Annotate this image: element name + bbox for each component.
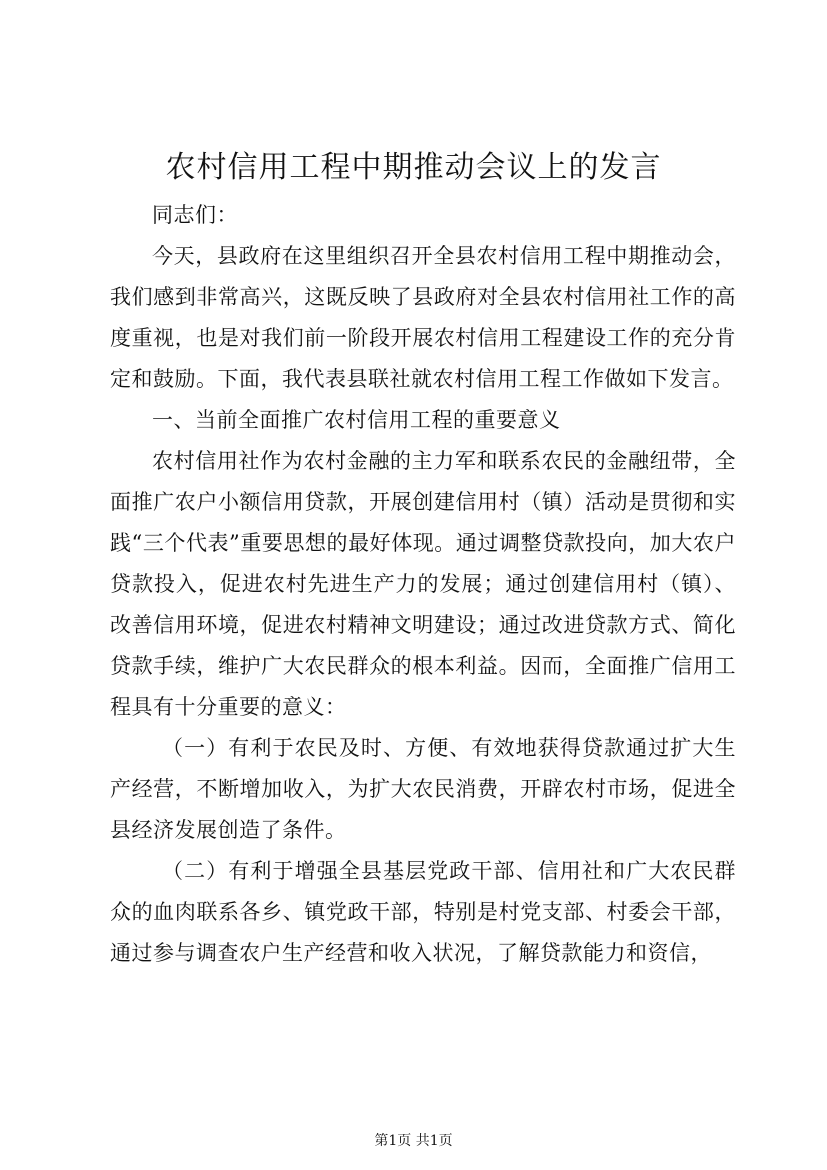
salutation: 同志们： [152,203,238,227]
body-paragraph: 农村信用社作为农村金融的主力军和联系农民的金融纽带，全面推广农户小额信用贷款，开展创建信用村（镇）活动是贯彻和实践“三个代表”重要思想的最好体现。通过调整贷款投向，加大农户贷款投入，促进农村先进生产力的发展；通过创建信用村（镇）、改善信用环境，促进农村精神文明建设；通过改进贷款方式、简化贷款手续，维护广大农民群众的根本利益。因而，全面推广信用工程具有十分重要的意义： [110,449,736,719]
page-footer: 第1页 共1页 [374,1133,453,1149]
sub-point-paragraph: （一）有利于农民及时、方便、有效地获得贷款通过扩大生产经营，不断增加收入，为扩大农民消费，开辟农村市场，促进全县经济发展创造了条件。 [110,736,736,842]
document-title: 农村信用工程中期推动会议上的发言 [165,150,662,185]
section-heading: 一、当前全面推广农村信用工程的重要意义 [152,408,561,432]
sub-point-paragraph: （二）有利于增强全县基层党政干部、信用社和广大农民群众的血肉联系各乡、镇党政干部，特别是村党支部、村委会干部，通过参与调查农户生产经营和收入状况，了解贷款能力和资信， [110,859,736,965]
document-body [110,195,736,974]
opening-paragraph: 今天，县政府在这里组织召开全县农村信用工程中期推动会，我们感到非常高兴，这既反映了县政府对全县农村信用社工作的高度重视，也是对我们前一阶段开展农村信用工程建设工作的充分肯定和鼓励。下面，我代表县联社就农村信用工程工作做如下发言。 [110,244,736,391]
